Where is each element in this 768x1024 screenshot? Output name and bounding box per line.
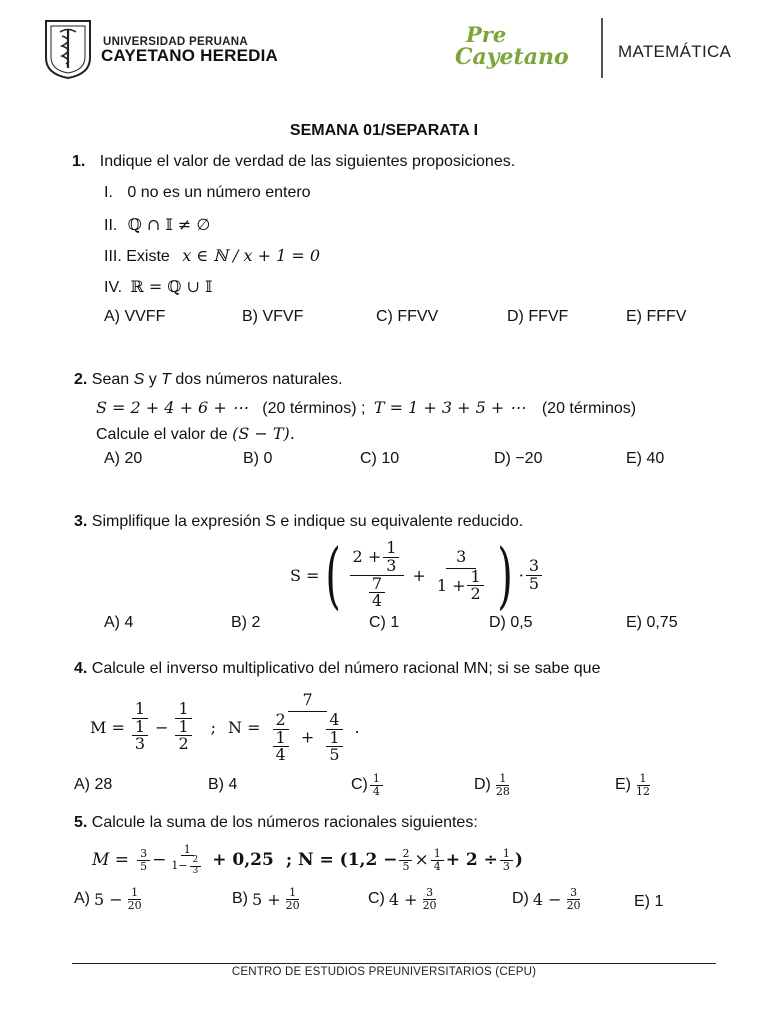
option-label: C) [368,890,385,908]
proposition-3 [104,246,320,266]
frac-num: 2 [273,712,289,730]
frac-den: 5 [140,859,148,873]
proposition-label: III. Existe [104,248,170,265]
question-number: 5. [74,814,88,831]
question-number: 1. [72,153,86,170]
frac-num: 1 [175,701,191,719]
option-e: E) FFFV [626,308,687,325]
fraction-outer-1 [350,537,405,611]
option-c: C) FFVV [376,308,439,325]
question-5-expression [92,838,523,882]
proposition-math: x ∈ ℕ / x + 1 = 0 [182,246,321,265]
fraction-outer-2 [434,547,489,603]
question-2-definitions [96,398,636,418]
option-c: C) 1 [369,614,400,631]
question-number: 2. [74,371,88,388]
brand-logo-line1: Pre [466,22,507,47]
proposition-2 [104,215,210,235]
question-text: Indique el valor de verdad de las siguientes proposiciones. [99,153,516,170]
footer-divider [72,963,716,964]
period: . [354,717,360,737]
expression-part: + 0,25 [212,850,274,870]
question-text: Calcule la suma de los números racionales siguientes: [91,814,478,831]
option-c [351,773,385,797]
frac-den: 2 [470,584,481,604]
variable-t: T [161,371,171,388]
university-name-line2: CAYETANO HEREDIA [101,46,279,65]
frac-den: 3 [502,859,510,873]
footer-text: CENTRO DE ESTUDIOS PREUNIVERSITARIOS (CEPU) [231,966,537,978]
university-name-line1: UNIVERSIDAD PERUANA [103,36,248,48]
option-c: C) 10 [360,450,400,467]
question-2-ask [96,424,295,444]
frac-den: 20 [566,898,581,912]
question-text: y [144,371,162,388]
t-terms-count: (20 términos) [541,400,637,417]
frac-den: 20 [422,898,437,912]
frac-num: 2 [399,848,412,861]
frac-num: 1 [132,701,148,719]
question-2-prompt [74,371,343,389]
frac-num: 1 [496,773,509,786]
brand-logo-line2: Cayetano [455,44,569,70]
frac-den: 3 [134,734,146,754]
proposition-label: II. [104,217,118,234]
option-a [74,887,147,911]
option-label: D) [512,890,529,908]
option-d [512,887,586,911]
proposition-label: IV. [104,279,123,296]
frac-den: 4 [372,784,380,798]
variable-s: S [133,371,145,388]
frac-den: 4 [275,745,286,765]
subject-label: MATEMÁTICA [618,42,732,61]
frac-den: 20 [285,898,300,912]
n-lhs: N = [228,717,261,737]
operator: − [152,850,167,870]
option-e: E) 0,75 [626,614,678,631]
option-expr: 5 + [252,889,281,909]
frac-den: 12 [636,784,650,798]
question-text: Simplifique la expresión S e indique su equivalente reducido. [91,513,524,530]
frac-num: 3 [567,887,580,900]
university-crest-icon [42,18,94,80]
header-divider [601,18,603,78]
option-a: A) VVFF [104,308,166,325]
question-text: dos números naturales. [170,371,343,388]
frac-num: 3 [446,547,476,569]
proposition-text: 0 no es un número entero [127,184,311,201]
frac-num: 3 [423,887,436,900]
option-label: C) [351,776,368,794]
m-lhs: M = [90,717,125,737]
difference-expression: (S − T). [232,424,295,443]
question-1-prompt [72,153,515,171]
option-label: A) [74,890,90,908]
option-a: A) 4 [104,614,134,631]
option-d: D) 0,5 [489,614,533,631]
frac-num: 1 [181,844,194,857]
option-expr: 4 + [388,889,418,909]
operator: + [300,727,315,747]
operator: × [414,850,429,870]
s-sum-expression: S = 2 + 4 + 6 + ⋯ [96,398,248,417]
question-text: Calcule el valor de [96,426,228,443]
s-terms-count: (20 términos) ; [262,400,366,417]
frac-num: 1 [128,887,141,900]
proposition-1 [104,184,311,202]
frac-num: 1 [383,540,399,558]
frac-text: 1 + [436,575,466,595]
frac-num: 7 [288,690,326,712]
frac-den: 3 [386,555,397,575]
option-label: B) [232,890,248,908]
m-fraction-1 [127,698,153,754]
question-number: 4. [74,660,88,677]
frac-den: 28 [495,784,510,798]
proposition-label: I. [104,184,113,201]
option-expr: 4 − [532,889,562,909]
option-label: D) [474,776,491,794]
frac-den: 3 [192,865,199,876]
expression-part: ) [514,850,523,870]
frac-num: 3 [137,848,150,861]
frac-num: 3 [526,558,542,576]
frac-num: 1 [370,773,383,786]
frac-num: 7 [369,576,385,594]
operator: + [412,565,426,585]
frac-text: 1− [171,859,188,873]
separator: ; [210,717,217,737]
frac-den: 5 [329,745,340,765]
frac-num: 1 [500,848,513,861]
frac-num: 2 [190,856,202,866]
option-expr: 5 − [94,889,123,909]
frac-den: 5 [402,859,410,873]
option-d: D) FFVF [507,308,569,325]
expression-part: + 2 ÷ [445,850,498,870]
frac-den: 5 [528,573,540,593]
expression-lhs: S = [290,565,320,585]
frac-num: 1 [132,719,148,737]
frac-num: 4 [326,712,342,730]
frac-den: 2 [178,734,189,754]
left-paren: ( [325,533,342,617]
option-e: E) 40 [626,450,665,467]
frac-num: 1 [286,887,299,900]
option-b: B) 4 [208,776,238,793]
frac-num: 1 [175,719,191,737]
sheet-title: SEMANA 01/SEPARATA I [289,122,479,139]
option-b: B) 2 [231,614,261,631]
option-e [615,773,655,797]
proposition-4 [104,277,212,297]
option-d [474,773,515,797]
frac-num: 1 [467,569,483,587]
frac-num: 1 [637,773,650,786]
frac-den: 20 [127,898,142,912]
expression-part: ; N = (1,2 − [285,850,398,870]
question-3-expression [290,533,544,617]
question-number: 3. [74,513,88,530]
option-e: E) 1 [634,893,664,910]
m-lhs: M = [92,850,130,870]
operator: · [518,565,524,585]
t-sum-expression: T = 1 + 3 + 5 + ⋯ [373,398,526,417]
option-a: A) 28 [74,776,113,793]
question-text: Calcule el inverso multiplicativo del número racional MN; si se sabe que [91,660,601,677]
question-3-prompt [74,513,523,531]
option-c [368,887,442,911]
proposition-math: ℚ ∩ 𝕀 ≠ ∅ [127,215,211,234]
option-b: B) VFVF [242,308,304,325]
option-a: A) 20 [104,450,143,467]
option-b: B) 0 [243,450,273,467]
operator: − [155,717,169,737]
right-paren: ) [496,533,513,617]
question-4-prompt [74,660,600,678]
m-fraction-2 [170,698,196,754]
n-fraction [263,690,353,764]
frac-num: 1 [326,730,342,748]
frac-den: 4 [371,591,383,611]
option-label: E) [615,776,631,794]
frac-text: 2 + [352,546,382,566]
question-text: Sean [91,371,134,388]
option-b [232,887,305,911]
frac-num: 1 [273,730,289,748]
frac-den: 4 [433,859,441,873]
question-4-expression [90,686,360,768]
option-d: D) −20 [494,450,543,467]
proposition-math: ℝ = ℚ ∪ 𝕀 [130,277,213,296]
frac-num: 1 [431,848,444,861]
question-5-prompt [74,814,478,832]
